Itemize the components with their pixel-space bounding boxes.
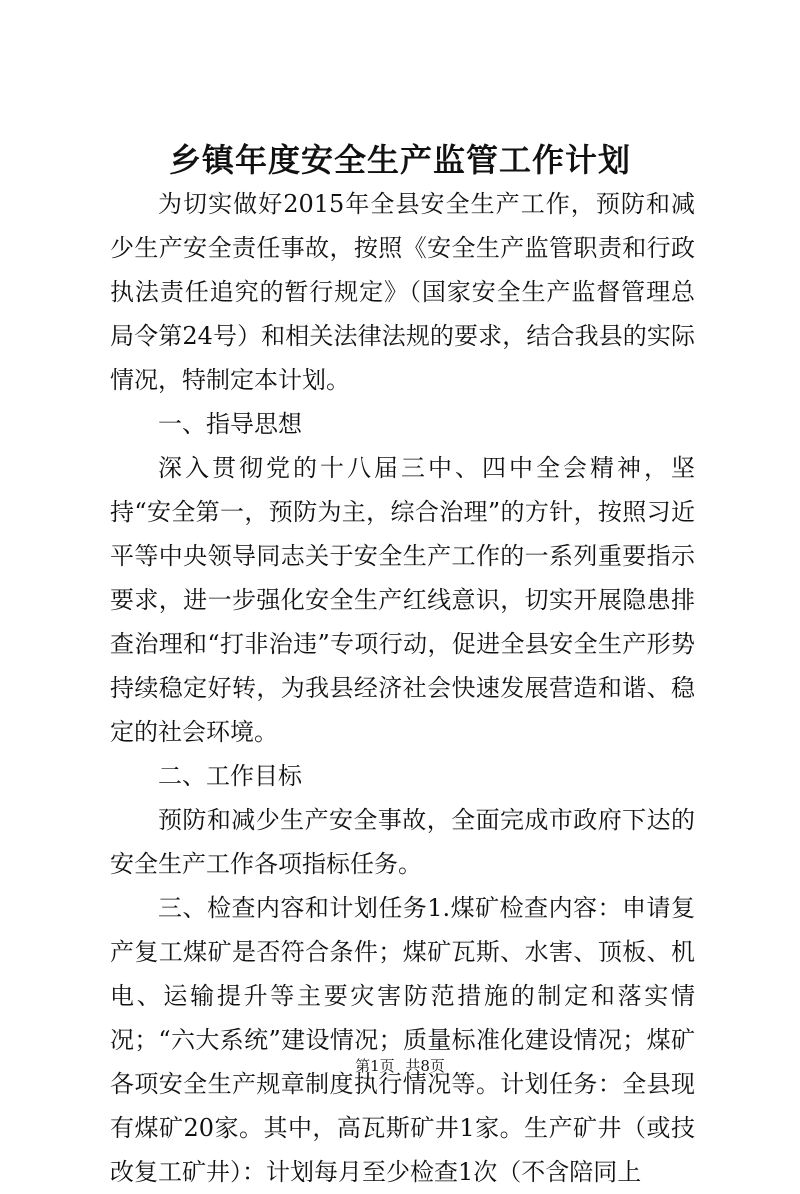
inspection-tasks-paragraph: 三、检查内容和计划任务1.煤矿检查内容：申请复产复工煤矿是否符合条件；煤矿瓦斯、水害、顶板、机电、运输提升等主要灾害防范措施的制定和落实情况；“六大系统”建设情况；质量标准化建设情况；煤矿各项安全生产规章制度执行情况等。计划任务：全县现有煤矿20家。其中，高瓦斯矿井1家。生产矿井（或技改复工矿井）：计划每月至少检查1次（不含陪同上 <box>110 894 695 1186</box>
section-heading-guiding-ideology: 一、指导思想 <box>158 410 302 438</box>
section-heading-work-goals: 二、工作目标 <box>158 762 302 790</box>
guiding-ideology-paragraph: 深入贯彻党的十八届三中、四中全会精神，坚持“安全第一，预防为主，综合治理”的方针，按照习近平等中央领导同志关于安全生产工作的一系列重要指示要求，进一步强化安全生产红线意识，切实开展隐患排查治理和“打非治违”专项行动，促进全县安全生产形势持续稳定好转，为我县经济社会快速发展营造和谐、稳定的社会环境。 <box>110 454 695 746</box>
intro-paragraph: 为切实做好2015年全县安全生产工作，预防和减少生产安全责任事故，按照《安全生产监管职责和行政执法责任追究的暂行规定》（国家安全生产监督管理总局令第24号）和相关法律法规的要求，结合我县的实际情况，特制定本计划。 <box>110 190 695 394</box>
page-total: 共8页 <box>405 1057 445 1075</box>
document-title: 乡镇年度安全生产监管工作计划 <box>168 141 631 179</box>
work-goals-paragraph: 预防和减少生产安全事故，全面完成市政府下达的安全生产工作各项指标任务。 <box>110 806 695 878</box>
page-footer <box>0 1056 800 1076</box>
page-number: 第1页 <box>355 1057 395 1075</box>
document-body <box>110 182 695 1194</box>
